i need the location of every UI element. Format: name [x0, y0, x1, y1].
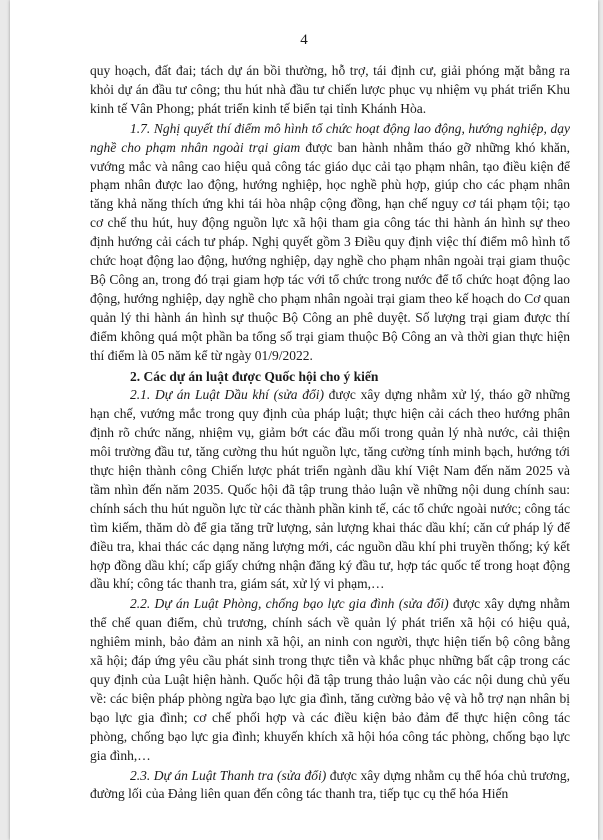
paragraph-2-2 [90, 595, 570, 765]
paragraph-2-1 [90, 386, 570, 594]
section-1-7-title: 1.7. Nghị quyết thí điểm mô hình tổ chức hoạt động lao động, hướng nghiệp, dạy nghề cho phạm nhân ngoài trại giam [90, 120, 570, 155]
section-2-2-body: được xây dựng nhằm thể chế quan điểm, chủ trương, chính sách về quản lý phát triển xã hội có hiệu quả, nghiêm minh, bảo đảm an ninh xã hội, an ninh con người, thực hiện tiến bộ công bằng xã hội; đáp ứng yêu cầu phát sinh trong thực tiễn và khắc phục những bất cập trong các quy định của Luật hiện hành. Quốc hội đã tập trung thảo luận vào các nội dung chủ yếu về: các biện pháp phòng ngừa bạo lực gia đình, tăng cường bảo vệ và hỗ trợ nạn nhân bị bạo lực gia đình; cơ chế phối hợp và các điều kiện bảo đảm để thực hiện công tác phòng, chống bạo lực gia đình; khuyến khích xã hội hóa công tác phòng, chống bạo lực gia đình,… [90, 596, 571, 763]
section-2-3-body: được xây dựng nhằm cụ thể hóa chủ trương, đường lối của Đảng liên quan đến công tác thanh tra, tiếp tục cụ thể hóa Hiến [90, 767, 571, 802]
section-2-1-title: 2.1. Dự án Luật Dầu khí (sửa đổi) [130, 387, 324, 403]
paragraph-2-3 [90, 767, 570, 805]
document-page [10, 0, 598, 840]
section-1-7-body: được ban hành nhằm tháo gỡ những khó khăn, vướng mắc và nâng cao hiệu quả công tác giáo dục cải tạo phạm nhân, tạo điều kiện để phạm nhân được lao động, hướng nghiệp, học nghề phù hợp, giúp cho các phạm nhân tăng khả năng thích ứng khi tái hòa nhập cộng đồng, hạn chế nguy cơ tái phạm tội; tạo cơ chế thu hút, huy động nguồn lực xã hội tham gia công tác thi hành án hình sự theo định hướng cải cách tư pháp. Nghị quyết gồm 3 Điều quy định việc thí điểm mô hình tổ chức hoạt động lao động, hướng nghiệp, dạy nghề cho phạm nhân ngoài trại giam thuộc Bộ Công an, trong đó trại giam hợp tác với tổ chức trong nước để tổ chức hoạt động lao động, hướng nghiệp, dạy nghề cho phạm nhân ngoài trại giam theo kế hoạch do Cơ quan quản lý thi hành án hình sự thuộc Bộ Công an phê duyệt. Số lượng trại giam được thí điểm không quá một phần ba tổng số trại giam thuộc Bộ Công an và thời gian thực hiện thí điểm là 05 năm kể từ ngày 01/9/2022. [90, 139, 570, 363]
paragraph-1-7 [90, 120, 570, 366]
section-2-3-title: 2.3. Dự án Luật Thanh tra (sửa đổi) [130, 767, 327, 783]
section-2-1-body: được xây dựng nhằm xử lý, tháo gỡ những hạn chế, vướng mắc trong quy định của pháp luật; thực hiện cải cách theo hướng phân định rõ chức năng, nhiệm vụ, giảm bớt các đầu mối trong quản lý nhà nước, cải thiện môi trường đầu tư, tăng cường thu hút nguồn lực, tăng cường tính minh bạch, hướng tới thực hiện thành công Chiến lược phát triển ngành dầu khí Việt Nam đến năm 2025 và tầm nhìn đến năm 2035. Quốc hội đã tập trung thảo luận về những nội dung chính sau: chính sách thu hút nguồn lực từ các thành phần kinh tế, các tổ chức ngoài nước; công tác tìm kiếm, thăm dò để gia tăng trữ lượng, sản lượng khai thác dầu khí; căn cứ pháp lý để điều tra, khai thác các dạng năng lượng mới, các nguồn dầu khí phi truyền thống; ký kết hợp đồng dầu khí; cấp giấy chứng nhận đăng ký đầu tư, hợp tác quốc tế trong hoạt động dầu khí; công tác thanh tra, giám sát, xử lý vi phạm,… [90, 387, 570, 592]
paragraph-continued: quy hoạch, đất đai; tách dự án bồi thường, hỗ trợ, tái định cư, giải phóng mặt bằng ra khỏi dự án đầu tư công; thu hút nhà đầu tư chiến lược phục vụ nhiệm vụ phát triển Khu kinh tế Vân Phong; phát triển kinh tế biển tại tỉnh Khánh Hòa. [90, 63, 570, 116]
heading-section-2: 2. Các dự án luật được Quốc hội cho ý kiến [130, 368, 379, 384]
document-body [90, 62, 570, 804]
page-number: 4 [300, 32, 308, 48]
section-2-2-title: 2.2. Dự án Luật Phòng, chống bạo lực gia đình (sửa đổi) [130, 596, 449, 612]
